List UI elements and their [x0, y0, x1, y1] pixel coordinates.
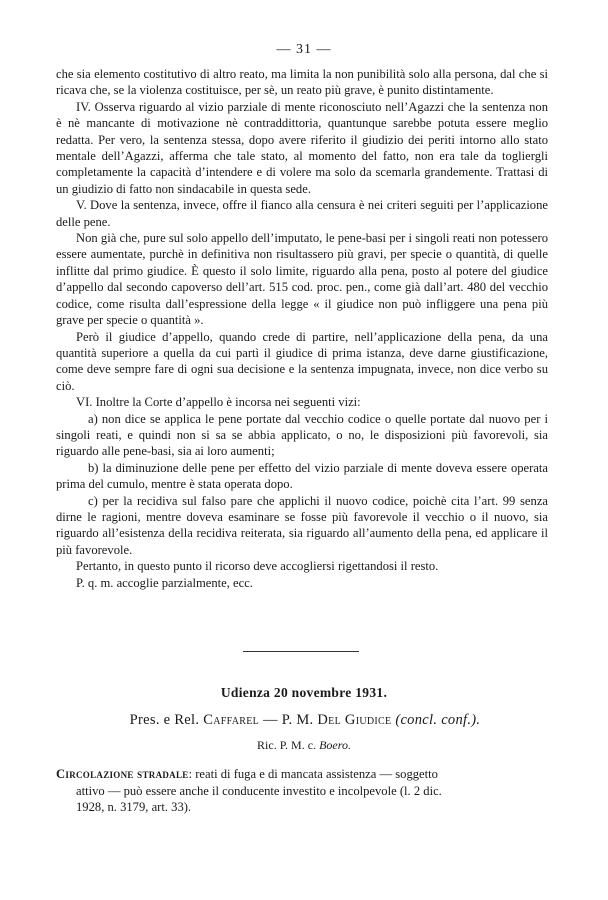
section-divider [243, 651, 359, 652]
pm-label: P. M. [281, 712, 314, 728]
paragraph: Però il giudice d’appello, quando crede di partire, nell’applicazione della pena, da una quantità superiore a quella da cui partì il giudice di prima istanza, deve darne giustificazione, come deve sempre fare di ogni sua decisione e la sentenza impugnata, invece, non dice verbo su ciò. [56, 329, 548, 393]
paragraph: V. Dove la sentenza, invece, offre il fianco alla censura è nei criteri seguiti per l’applicazione delle pene. [56, 198, 548, 229]
paragraph: che sia elemento costitutivo di altro reato, ma limita la non punibilità solo alla persona, dal che si ricava che, se la violenza costituisce, per sè, un reato più grave, è punito distintamente. [56, 67, 548, 98]
prosecutor-name: Del Giudice [317, 712, 392, 728]
paragraph: c) per la recidiva sul falso pare che applichi il nuovo codice, poichè cita l’art. 99 senza dirne le ragioni, mentre doveva esaminare se fosse più favorevole il vecchio o il nuovo, sia riguardo all’esistenza della recidiva reiterata, sia riguardo all’aumento della pena, ed applicare il più favorevole. [56, 493, 548, 557]
paragraph: Pertanto, in questo punto il ricorso deve accogliersi rigettandosi il resto. [76, 559, 439, 574]
hearing-heading: Udienza 20 novembre 1931. [220, 685, 388, 700]
president-name: Caffarel [203, 712, 260, 728]
paragraph: b) la diminuzione delle pene per effetto del vizio parziale di mente doveva essere operata prima del cumulo, mentre è stata operata dopo. [56, 460, 548, 492]
maxim-line-3: 1928, n. 3179, art. 33). [76, 800, 192, 815]
page-number: — 31 — [276, 42, 332, 57]
paragraph: IV. Osserva riguardo al vizio parziale di mente riconosciuto nell’Agazzi che la sentenza non è nè mancante di motivazione nè contraddittoria, quantunque sarebbe potuta essere meglio redatta. Per vero, la sentenza stessa, dopo avere riferito il giudizio dei periti intorno allo stato mentale dell’Agazzi, afferma che tale stato, al momento del fatto, non era tale da togliergli completamente la capacità d’intendere e di volere ma solo da scemarla grandemente. Trattasi di un giudizio di fatto non sindacabile in questa sede. [56, 99, 548, 196]
paragraph: a) non dice se applica le pene portate dal vecchio codice o quelle portate dal nuovo per i singoli reati, e quindi non si sa se abbia applicato, o no, le disposizioni più favorevoli, sia riguardo alle pene-basi, sia ai loro aumenti; [56, 411, 548, 459]
maxim-text-1: : reati di fuga e di mancata assistenza — soggetto [188, 767, 438, 781]
paragraph: P. q. m. accoglie parzialmente, ecc. [76, 575, 253, 590]
defendant-name: Boero. [319, 738, 351, 752]
case-ref-prefix: Ric. P. M. c. [257, 738, 317, 752]
case-reference [0, 738, 608, 753]
maxim-line-2: attivo — può essere anche il conducente investito e incolpevole (l. 2 dic. [76, 783, 442, 798]
legal-maxim [56, 766, 548, 816]
paragraph: Non già che, pure sul solo appello dell’imputato, le pene-basi per i singoli reati non potessero essere aumentate, purchè in definitiva non risultassero più gravi, per specie o quantità, di quelle inflitte dal primo giudice. È questo il solo limite, riguardo alla pena, posto al potere del giudice d’appello dal secondo capoverso dell’art. 515 cod. proc. pen., come già dall’art. 480 del vecchio codice, come risulta dall’espressione della legge « il giudice non può infliggere una pena più grave per specie o quantità ». [56, 231, 548, 328]
opinion-body [56, 66, 548, 591]
bench-composition [60, 712, 550, 729]
maxim-keyword: Circolazione stradale [56, 767, 189, 781]
maxim-line-1 [56, 766, 548, 783]
paragraph: VI. Inoltre la Corte d’appello è incorsa nei seguenti vizi: [76, 395, 361, 410]
bench-prefix: Pres. e Rel. [129, 712, 200, 728]
bench-separator: — [262, 712, 278, 728]
conclusion-note: (concl. conf.). [395, 712, 481, 728]
